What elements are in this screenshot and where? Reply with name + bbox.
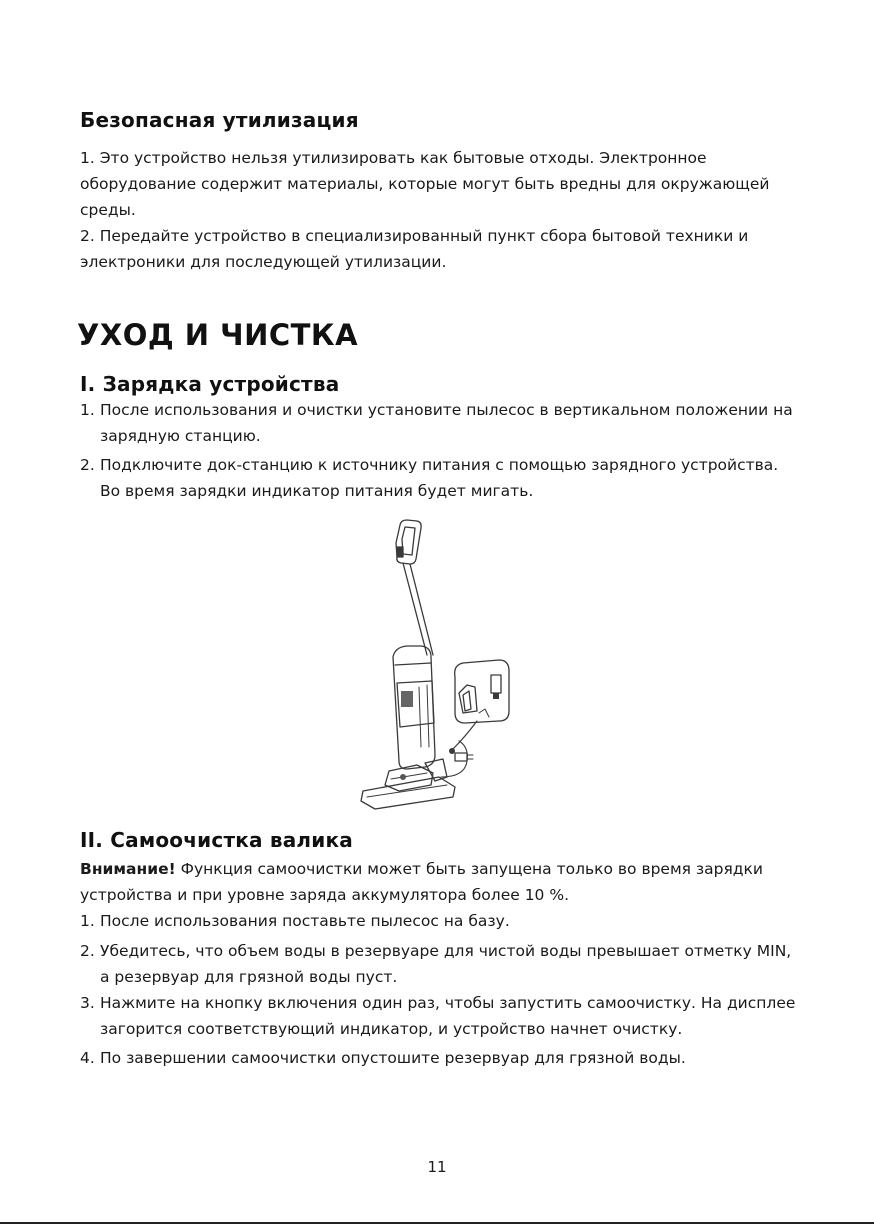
step-number: 3. — [80, 994, 95, 1012]
step-number: 2. — [80, 456, 95, 474]
step-text: Убедитесь, что объем воды в резервуаре для чистой воды превышает отметку MIN, а резервуар для грязной воды пуст. — [100, 942, 792, 986]
step-number: 1. — [80, 912, 95, 930]
care-title: УХОД И ЧИСТКА — [77, 318, 359, 352]
charging-step-2 — [80, 452, 800, 504]
selfclean-step-3 — [80, 990, 800, 1042]
step-number: 4. — [80, 1049, 95, 1067]
bottom-rule — [0, 1222, 874, 1224]
warning-text: Функция самоочистки может быть запущена только во время зарядки устройства и при уровне заряда аккумулятора более 10 %. — [80, 860, 763, 904]
page-number: 11 — [427, 1158, 447, 1176]
step-text: Подключите док-станцию к источнику питания с помощью зарядного устройства. Во время зарядки индикатор питания будет мигать. — [100, 456, 779, 500]
charging-step-1 — [80, 397, 800, 449]
vacuum-dock-illustration — [355, 515, 530, 810]
step-text: После использования поставьте пылесос на базу. — [100, 912, 510, 930]
selfclean-step-4 — [80, 1045, 800, 1071]
selfclean-warning — [80, 856, 800, 908]
step-text: Нажмите на кнопку включения один раз, чтобы запустить самоочистку. На дисплее загорится соответствующий индикатор, и устройство начнет очистку. — [100, 994, 796, 1038]
selfclean-heading: II. Самоочистка валика — [80, 828, 353, 852]
selfclean-step-2 — [80, 938, 800, 990]
step-text: После использования и очистки установите пылесос в вертикальном положении на зарядную станцию. — [100, 401, 793, 445]
disposal-paragraph-1: 1. Это устройство нельзя утилизировать как бытовые отходы. Электронное оборудование содержит материалы, которые могут быть вредны для окружающей среды. — [80, 149, 770, 219]
warning-label: Внимание! — [80, 860, 176, 878]
step-number: 2. — [80, 942, 95, 960]
step-text: По завершении самоочистки опустошите резервуар для грязной воды. — [100, 1049, 686, 1067]
charging-heading: I. Зарядка устройства — [80, 372, 340, 396]
step-number: 1. — [80, 401, 95, 419]
selfclean-step-1 — [80, 908, 800, 934]
disposal-paragraph-2: 2. Передайте устройство в специализированный пункт сбора бытовой техники и электроники для последующей утилизации. — [80, 227, 749, 271]
disposal-heading: Безопасная утилизация — [80, 108, 359, 132]
